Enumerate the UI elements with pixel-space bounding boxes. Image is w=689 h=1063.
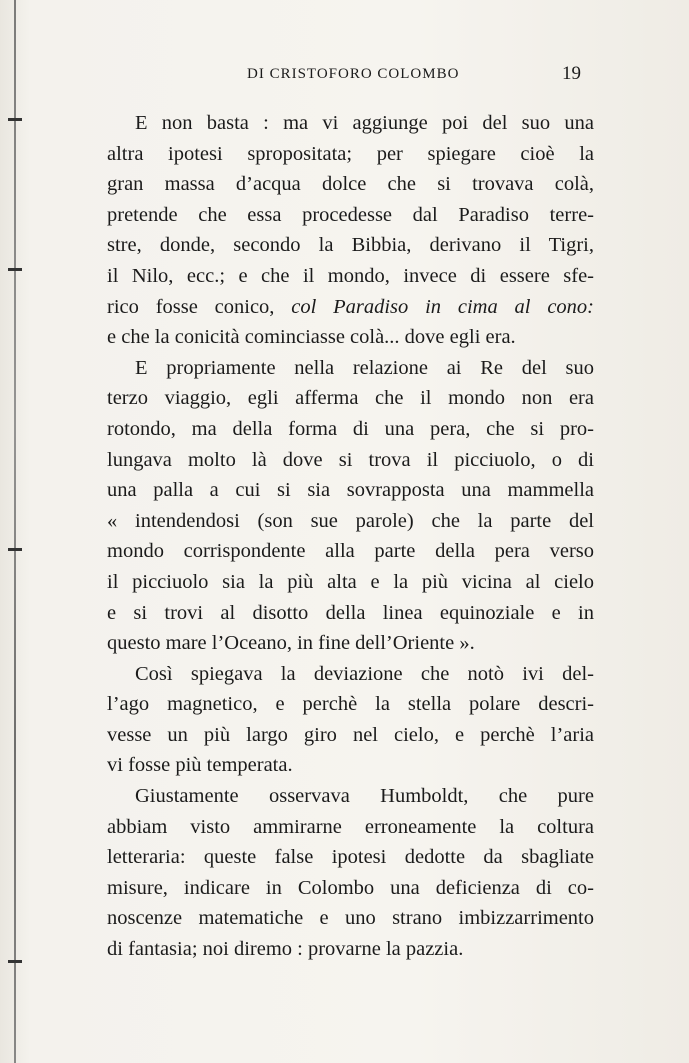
text-line: pretende che essa procedesse dal Paradiso terre-	[107, 203, 594, 226]
text-line: questo mare l’Oceano, in fine dell’Oriente ».	[107, 632, 475, 655]
text-line: E non basta : ma vi aggiunge poi del suo una	[135, 112, 594, 134]
running-title: DI CRISTOFORO COLOMBO	[247, 66, 460, 82]
text-line: una palla a cui si sia sovrapposta una mammella	[107, 479, 594, 502]
text-segment: rico fosse conico,	[107, 295, 275, 318]
text-line: terzo viaggio, egli afferma che il mondo non era	[107, 387, 594, 410]
text-line: letteraria: queste false ipotesi dedotte da sbagliate	[107, 846, 594, 869]
text-line: Giustamente osservava Humboldt, che pure	[135, 785, 594, 808]
text-line: e si trovi al disotto della linea equinoziale e in	[107, 601, 594, 624]
text-line: mondo corrispondente alla parte della pera verso	[107, 540, 594, 563]
italic-phrase: col Paradiso in cima al cono:	[291, 295, 594, 318]
page-number: 19	[562, 63, 581, 84]
text-line: vesse un più largo giro nel cielo, e perchè l’aria	[107, 723, 594, 746]
text-line: E propriamente nella relazione ai Re del suo	[135, 356, 594, 379]
text-line: e che la conicità cominciasse colà... dove egli era.	[107, 326, 516, 349]
text-line: rotondo, ma della forma di una pera, che si pro-	[107, 417, 594, 440]
text-line: altra ipotesi spropositata; per spiegare cioè la	[107, 142, 594, 165]
text-line: misure, indicare in Colombo una deficienza di co-	[107, 876, 594, 899]
binding-mark	[8, 548, 22, 551]
text-line: di fantasia; noi diremo : provarne la pazzia.	[107, 938, 464, 961]
text-line: gran massa d’acqua dolce che si trovava colà,	[107, 173, 594, 196]
binding-mark	[8, 960, 22, 963]
body-text	[107, 108, 594, 965]
text-line: noscenze matematiche e uno strano imbizzarrimento	[107, 907, 594, 930]
text-line: Così spiegava la deviazione che notò ivi del-	[135, 662, 594, 685]
text-line: vi fosse più temperata.	[107, 754, 293, 777]
text-line: l’ago magnetico, e perchè la stella polare descri-	[107, 693, 594, 716]
text-line: il Nilo, ecc.; e che il mondo, invece di essere sfe-	[107, 264, 594, 287]
binding-mark	[8, 268, 22, 271]
binding-edge	[14, 0, 16, 1063]
text-line: stre, donde, secondo la Bibbia, derivano il Tigri,	[107, 234, 594, 257]
text-line: il picciuolo sia la più alta e la più vicina al cielo	[107, 570, 594, 593]
text-line: lungava molto là dove si trova il picciuolo, o di	[107, 448, 594, 471]
text-line: abbiam visto ammirarne erroneamente la coltura	[107, 815, 594, 838]
text-line	[107, 292, 594, 323]
binding-mark	[8, 118, 22, 121]
page-header	[0, 63, 689, 86]
text-line: « intendendosi (son sue parole) che la parte del	[107, 509, 594, 532]
